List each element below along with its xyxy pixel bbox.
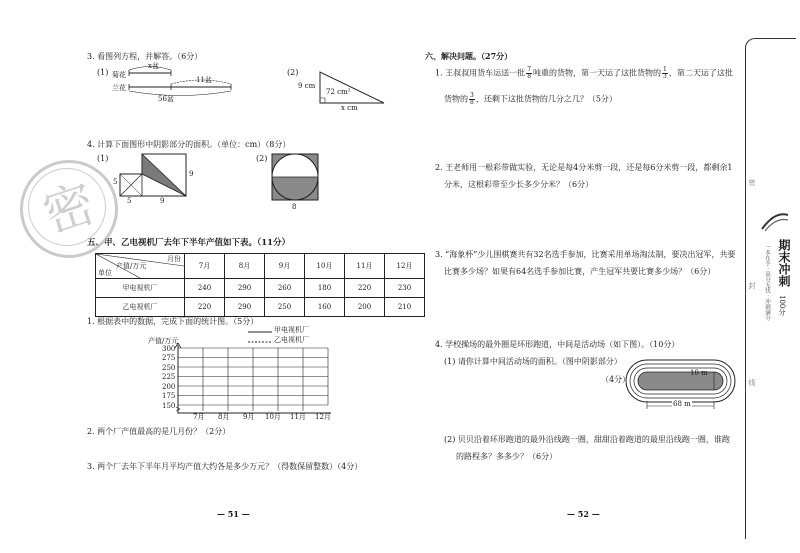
sec6-q1-line1 [435, 67, 733, 80]
table-header-cell: 7月 [185, 254, 225, 279]
q4-figure-1 [118, 152, 190, 198]
y-tick: 275 [162, 354, 176, 362]
sec5-title: 五、甲、乙电视机厂去年下半年产值如下表。（11分） [87, 238, 291, 248]
table-cell: 180 [305, 279, 345, 298]
table-cell: 160 [305, 298, 345, 317]
sec5-q1: 1. 根据表中的数据，完成下面的统计图。（5分） [87, 317, 259, 326]
q4-dim-5-bottom: 5 [127, 197, 132, 205]
production-table [95, 253, 425, 317]
fraction-1-3: $\frac{1}{3}$ [663, 66, 667, 80]
table-row-name: 乙电视机厂 [96, 298, 185, 317]
table-corner [96, 254, 185, 279]
y-tick: 300 [162, 345, 176, 353]
binding-sidebar [745, 38, 796, 539]
blank-line-chart-grid [175, 343, 335, 419]
table-row [96, 279, 425, 298]
track-dim-68: 68 m [673, 400, 691, 408]
confidential-seal [20, 160, 118, 258]
q4-p1-label: (1) [97, 154, 109, 163]
table-cell: 240 [185, 279, 225, 298]
y-tick: 225 [162, 373, 176, 381]
y-tick: 175 [162, 392, 176, 400]
sec6-q2-line1: 2. 王老师用一根彩带做实验，无论是每4分米剪一段，还是每6分米剪一段，都剩余1 [435, 163, 733, 172]
q1-text-e: ，还剩下这批货物的几分之几？（5分） [475, 94, 617, 104]
table-cell: 210 [385, 298, 425, 317]
table-row-name: 甲电视机厂 [96, 279, 185, 298]
q4-p2-label: (2) [256, 154, 268, 163]
sec6-q4-p2-line1: (2) 贝贝沿着环形跑道的最外沿线跑一圈，甜甜沿着跑道的最里沿线跑一圈，谁跑 [444, 435, 730, 444]
corner-month: 月份 [167, 255, 181, 263]
legend-a-label: 甲电视机厂 [274, 326, 309, 334]
corner-unit: 单位 [98, 269, 112, 277]
q3-height: 9 cm [298, 82, 316, 90]
x-tick: 8月 [218, 413, 230, 421]
chart-ylabel: 产值/万元 [148, 337, 179, 345]
brand-tagline: 一本在手 · 高分无忧 · 冲刺满分 [764, 244, 770, 321]
q4-dim-5-left: 5 [113, 178, 118, 186]
q4-dim-8: 8 [292, 203, 297, 211]
table-header-cell: 12月 [385, 254, 425, 279]
sec6-q4-p2-line2: 的路程多？多多少？（6分） [456, 452, 558, 461]
q3-p2-label: (2) [287, 68, 299, 77]
seal-char: 密 [36, 173, 102, 245]
brand-logo-icon [760, 209, 790, 233]
table-cell: 290 [225, 298, 265, 317]
q1-text-b: 吨重的货物，第一天运了这批货物的 [533, 68, 662, 78]
brand-sub: 100分 [778, 295, 786, 316]
x-tick: 10月 [265, 413, 281, 421]
sec6-q2-line2: 分米，这根彩带至少长多少分米？（6分） [444, 180, 594, 189]
table-row [96, 298, 425, 317]
x-tick: 11月 [290, 413, 306, 421]
y-tick: 250 [162, 364, 176, 372]
table-cell: 220 [345, 279, 385, 298]
q3-p1-label: (1) [97, 68, 109, 77]
q3-segment-diagram [126, 62, 236, 102]
sec6-q3-line2: 比赛多少场？如果有64名选手参加比赛，产生冠军共要比赛多少场？（6分） [444, 267, 716, 276]
page-number-left: — 51 — [217, 509, 250, 519]
sec6-q3-line1: 3. “海象杯”少儿围棋赛共有32名选手参加，比赛采用单场淘汰制，要决出冠军，共要 [435, 250, 736, 259]
sec6-title: 六、解决问题。（27分） [425, 51, 513, 61]
table-header-cell: 8月 [225, 254, 265, 279]
sec6-q4-title: 4. 学校操场的最外圈是环形跑道，中间是活动场（如下图）。（10分） [435, 340, 680, 349]
sec5-q3: 3. 两个厂去年下半年月平均产值大约各是多少万元？（得数保留整数）（4分） [87, 462, 363, 471]
x-tick: 12月 [315, 413, 331, 421]
q3-x-label: x盆 [148, 62, 159, 70]
binding-label: 线 [748, 379, 756, 386]
corner-value: 产值/万元 [116, 262, 147, 270]
sec6-q4-p1: (1) 请你计算中间活动场的面积。（图中阴影部分） [444, 357, 622, 366]
y-tick: 200 [162, 383, 176, 391]
q1-text-c: ，第二天运了这批 [668, 68, 733, 78]
q3-ju-label: 菊花 [112, 71, 126, 79]
sec6-q4-p1-score: （4分） [601, 375, 631, 384]
q4-figure-2 [270, 152, 320, 202]
q4-dim-9-right: 9 [189, 170, 194, 178]
x-tick: 7月 [193, 413, 205, 421]
q1-text-d: 货物的 [444, 94, 468, 104]
q3-base: x cm [341, 104, 358, 112]
q3-area: 72 cm² [326, 88, 351, 96]
q4-dim-9-bottom: 9 [160, 197, 165, 205]
table-cell: 220 [185, 298, 225, 317]
q4-title: 4. 计算下面图形中阴影部分的面积。（单位：cm）（8分） [87, 140, 291, 149]
legend-b-label: 乙电视机厂 [274, 336, 309, 344]
q3-fiftysix-label: 56盆 [158, 95, 174, 103]
table-cell: 250 [265, 298, 305, 317]
table-cell: 260 [265, 279, 305, 298]
table-cell: 230 [385, 279, 425, 298]
fraction-3-8: $\frac{3}{8}$ [470, 92, 474, 106]
sec6-q1-line2 [444, 93, 617, 106]
y-tick: 150 [162, 402, 176, 410]
table-cell: 290 [225, 279, 265, 298]
q3-lan-label: 兰花 [112, 84, 126, 92]
binding-label: 密 [748, 179, 756, 186]
q3-eleven-label: 11盆 [196, 76, 212, 84]
sec5-q2: 2. 两个厂产值最高的是几月份？（2分） [87, 427, 231, 436]
page-number-right: — 52 — [567, 509, 600, 519]
legend-line-a [248, 329, 272, 335]
track-dim-10: 10 m [690, 369, 708, 377]
table-header-cell: 9月 [265, 254, 305, 279]
q1-text-a: 1. 王叔叔用货车运送一批 [435, 68, 526, 78]
fraction-7-8: $\frac{7}{8}$ [527, 66, 532, 80]
x-tick: 9月 [243, 413, 255, 421]
table-header-cell: 10月 [305, 254, 345, 279]
q3-title: 3. 看图列方程，并解答。（6分） [87, 52, 203, 61]
binding-label: 封 [748, 282, 756, 289]
table-header-cell: 11月 [345, 254, 385, 279]
brand-name: 期末冲刺 [777, 239, 791, 287]
table-cell: 200 [345, 298, 385, 317]
